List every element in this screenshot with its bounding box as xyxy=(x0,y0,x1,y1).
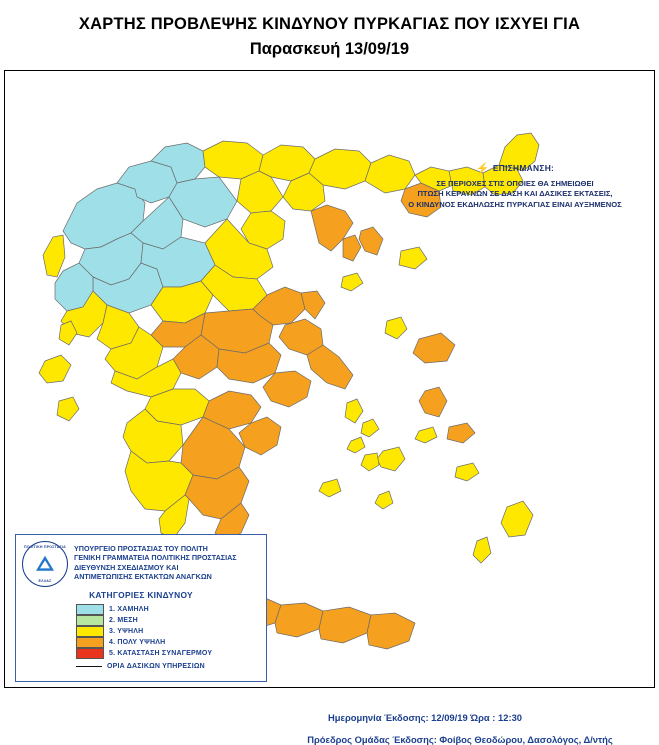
region-samos[interactable] xyxy=(447,423,475,443)
region-athos[interactable] xyxy=(359,227,383,255)
region-chios[interactable] xyxy=(419,387,447,417)
emblem-top-text: ΠΟΛΙΤΙΚΗ ΠΡΟΣΤΑΣΙΑ xyxy=(24,545,66,549)
region-kos[interactable] xyxy=(455,463,479,481)
region-naxos[interactable] xyxy=(377,447,405,471)
legend-label-medium: 2. ΜΕΣΗ xyxy=(109,616,138,624)
lightning-bolt-icon: ⚡ xyxy=(475,163,490,175)
region-irakleio[interactable] xyxy=(319,607,371,643)
legend-item-1[interactable] xyxy=(76,604,266,614)
region-rodos[interactable] xyxy=(501,501,533,537)
legend-swatch-high xyxy=(76,626,104,637)
legend-label-high: 3. ΥΨΗΛΗ xyxy=(109,627,144,635)
region-limnos[interactable] xyxy=(399,247,427,269)
legend-item-2[interactable] xyxy=(76,615,266,625)
issue-date-line: Ημερομηνία Έκδοσης: 12/09/19 Ώρα : 12:30 xyxy=(327,712,523,723)
region-skyros[interactable] xyxy=(385,317,407,339)
signer-line: Πρόεδρος Ομάδας Έκδοσης: Φοίβος Θεοδώρου, Δασολόγος, Δ/ντής xyxy=(307,734,613,745)
legend-boundary-row xyxy=(76,663,266,670)
legend-category-list xyxy=(76,604,266,658)
region-syros[interactable] xyxy=(347,437,365,453)
ministry-line-1: ΥΠΟΥΡΓΕΙΟ ΠΡΟΣΤΑΣΙΑΣ ΤΟΥ ΠΟΛΙΤΗ xyxy=(74,544,208,553)
note-box xyxy=(395,163,635,210)
note-line-1: ΣΕ ΠΕΡΙΟΧΕΣ ΣΤΙΣ ΟΠΟΙΕΣ ΘΑ ΣΗΜΕΙΩΘΕΙ xyxy=(436,178,594,188)
ministry-line-4: ΑΝΤΙΜΕΤΩΠΙΣΗΣ ΕΚΤΑΚΤΩΝ ΑΝΑΓΚΩΝ xyxy=(74,572,212,582)
title-line-1: ΧΑΡΤΗΣ ΠΡΟΒΛΕΨΗΣ ΚΙΝΔΥΝΟΥ ΠΥΡΚΑΓΙΑΣ ΠΟΥ ΙΣΧΥΕΙ ΓΙΑ xyxy=(78,15,581,33)
legend-label-low: 1. ΧΑΜΗΛΗ xyxy=(109,605,149,613)
region-tinos[interactable] xyxy=(361,419,379,437)
region-ikaria[interactable] xyxy=(415,427,437,443)
ministry-line-3: ΔΙΕΥΘΥΝΣΗ ΣΧΕΔΙΑΣΜΟΥ ΚΑΙ xyxy=(74,562,179,572)
legend-swatch-low xyxy=(76,604,104,615)
region-andros[interactable] xyxy=(345,399,363,423)
region-kefalonia[interactable] xyxy=(39,355,71,383)
legend-item-3[interactable] xyxy=(76,626,266,636)
page-title xyxy=(0,0,659,60)
legend-swatch-medium xyxy=(76,615,104,626)
ministry-block xyxy=(74,541,237,582)
region-paros[interactable] xyxy=(361,453,379,471)
ministry-line-2: ΓΕΝΙΚΗ ΓΡΑΜΜΑΤΕΙΑ ΠΟΛΙΤΙΚΗΣ ΠΡΟΣΤΑΣΙΑΣ xyxy=(74,553,237,563)
region-milos[interactable] xyxy=(319,479,341,497)
region-lasithi[interactable] xyxy=(367,613,415,649)
emblem-bottom-text: ΕΛΛΑΣ xyxy=(38,579,52,583)
region-attiki[interactable] xyxy=(263,371,311,407)
region-zakynthos[interactable] xyxy=(57,397,79,421)
note-heading: ⚡ ΕΠΙΣΗΜΑΝΣΗ: xyxy=(475,163,555,175)
region-santorini[interactable] xyxy=(375,491,393,509)
region-rethymno[interactable] xyxy=(275,603,323,637)
region-evia-s[interactable] xyxy=(307,345,353,389)
legend-label-boundary: ΟΡΙΑ ΔΑΣΙΚΩΝ ΥΠΗΡΕΣΙΩΝ xyxy=(107,663,205,670)
legend-label-alert: 5. ΚΑΤΑΣΤΑΣΗ ΣΥΝΑΓΕΡΜΟΥ xyxy=(109,649,213,657)
legend-title: ΚΑΤΗΓΟΡΙΕΣ ΚΙΝΔΥΝΟΥ xyxy=(89,590,193,600)
legend-box xyxy=(15,534,267,682)
note-line-3: Ο ΚΙΝΔΥΝΟΣ ΕΚΔΗΛΩΣΗΣ ΠΥΡΚΑΓΙΑΣ ΕΙΝΑΙ ΑΥΞΗΜΕΝΟΣ xyxy=(408,199,622,209)
civil-protection-emblem-icon xyxy=(22,541,68,587)
legend-item-5[interactable] xyxy=(76,648,266,658)
boundary-line-icon xyxy=(76,666,102,667)
region-pilio[interactable] xyxy=(301,291,325,319)
region-karpathos[interactable] xyxy=(473,537,491,563)
region-lesvos[interactable] xyxy=(413,333,455,363)
title-line-2: Παρασκευή 13/09/19 xyxy=(249,40,410,58)
region-corfu[interactable] xyxy=(43,235,65,277)
region-sporades[interactable] xyxy=(341,273,363,291)
emblem-triangle-inner xyxy=(40,560,50,568)
legend-item-4[interactable] xyxy=(76,637,266,647)
note-line-2: ΠΤΩΣΗ ΚΕΡΑΥΝΩΝ ΣΕ ΔΑΣΗ ΚΑΙ ΔΑΣΙΚΕΣ ΕΚΤΑΣΕΙΣ, xyxy=(417,189,613,198)
map-frame xyxy=(4,70,655,745)
legend-label-very-high: 4. ΠΟΛΥ ΥΨΗΛΗ xyxy=(109,638,166,646)
region-sithonia[interactable] xyxy=(343,235,361,261)
legend-swatch-very-high xyxy=(76,637,104,648)
legend-swatch-alert xyxy=(76,648,104,659)
